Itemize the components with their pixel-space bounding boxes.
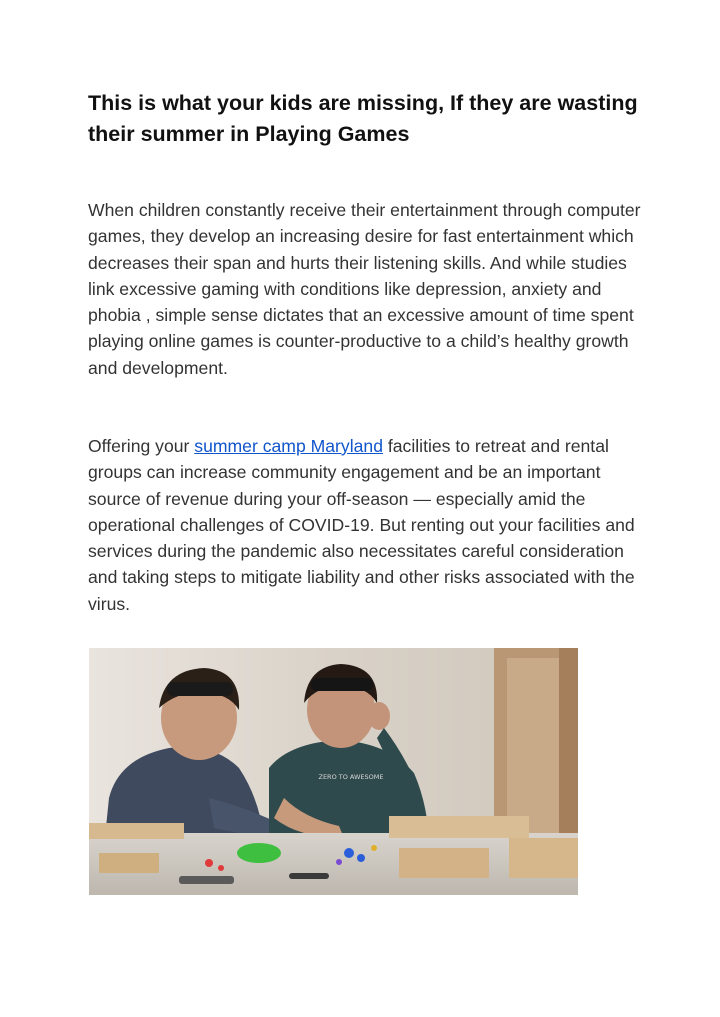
paragraph-text-before-link: Offering your bbox=[88, 436, 195, 456]
paragraph-gaming-effects: When children constantly receive their entertainment through computer games, they develop an increasing desire for fast entertainment which decreases their span and hurts their listening skills. And while studies link excessive gaming with conditions like depression, anxiety and phobia , simple sense dictates that an excessive amount of time spent playing online games is counter-productive to a child’s healthy growth and development. bbox=[88, 200, 641, 378]
summer-camp-maryland-link[interactable]: summer camp Maryland bbox=[194, 436, 383, 456]
document-title: This is what your kids are missing, If they are wasting their summer in Playing Games bbox=[88, 91, 638, 146]
shirt-print-text: ZERO TO AWESOME bbox=[318, 773, 384, 781]
kids-building-photo bbox=[89, 648, 578, 895]
paragraph-text-after-link: facilities to retreat and rental groups can increase community engagement and be an important source of revenue during your off-season — especially amid the operational challenges of COVID-19. But renting out your facilities and services during the pandemic also necessitates careful consideration and taking steps to mitigate liability and other risks associated with the virus. bbox=[88, 436, 635, 614]
paragraph-summer-camp bbox=[88, 433, 648, 617]
